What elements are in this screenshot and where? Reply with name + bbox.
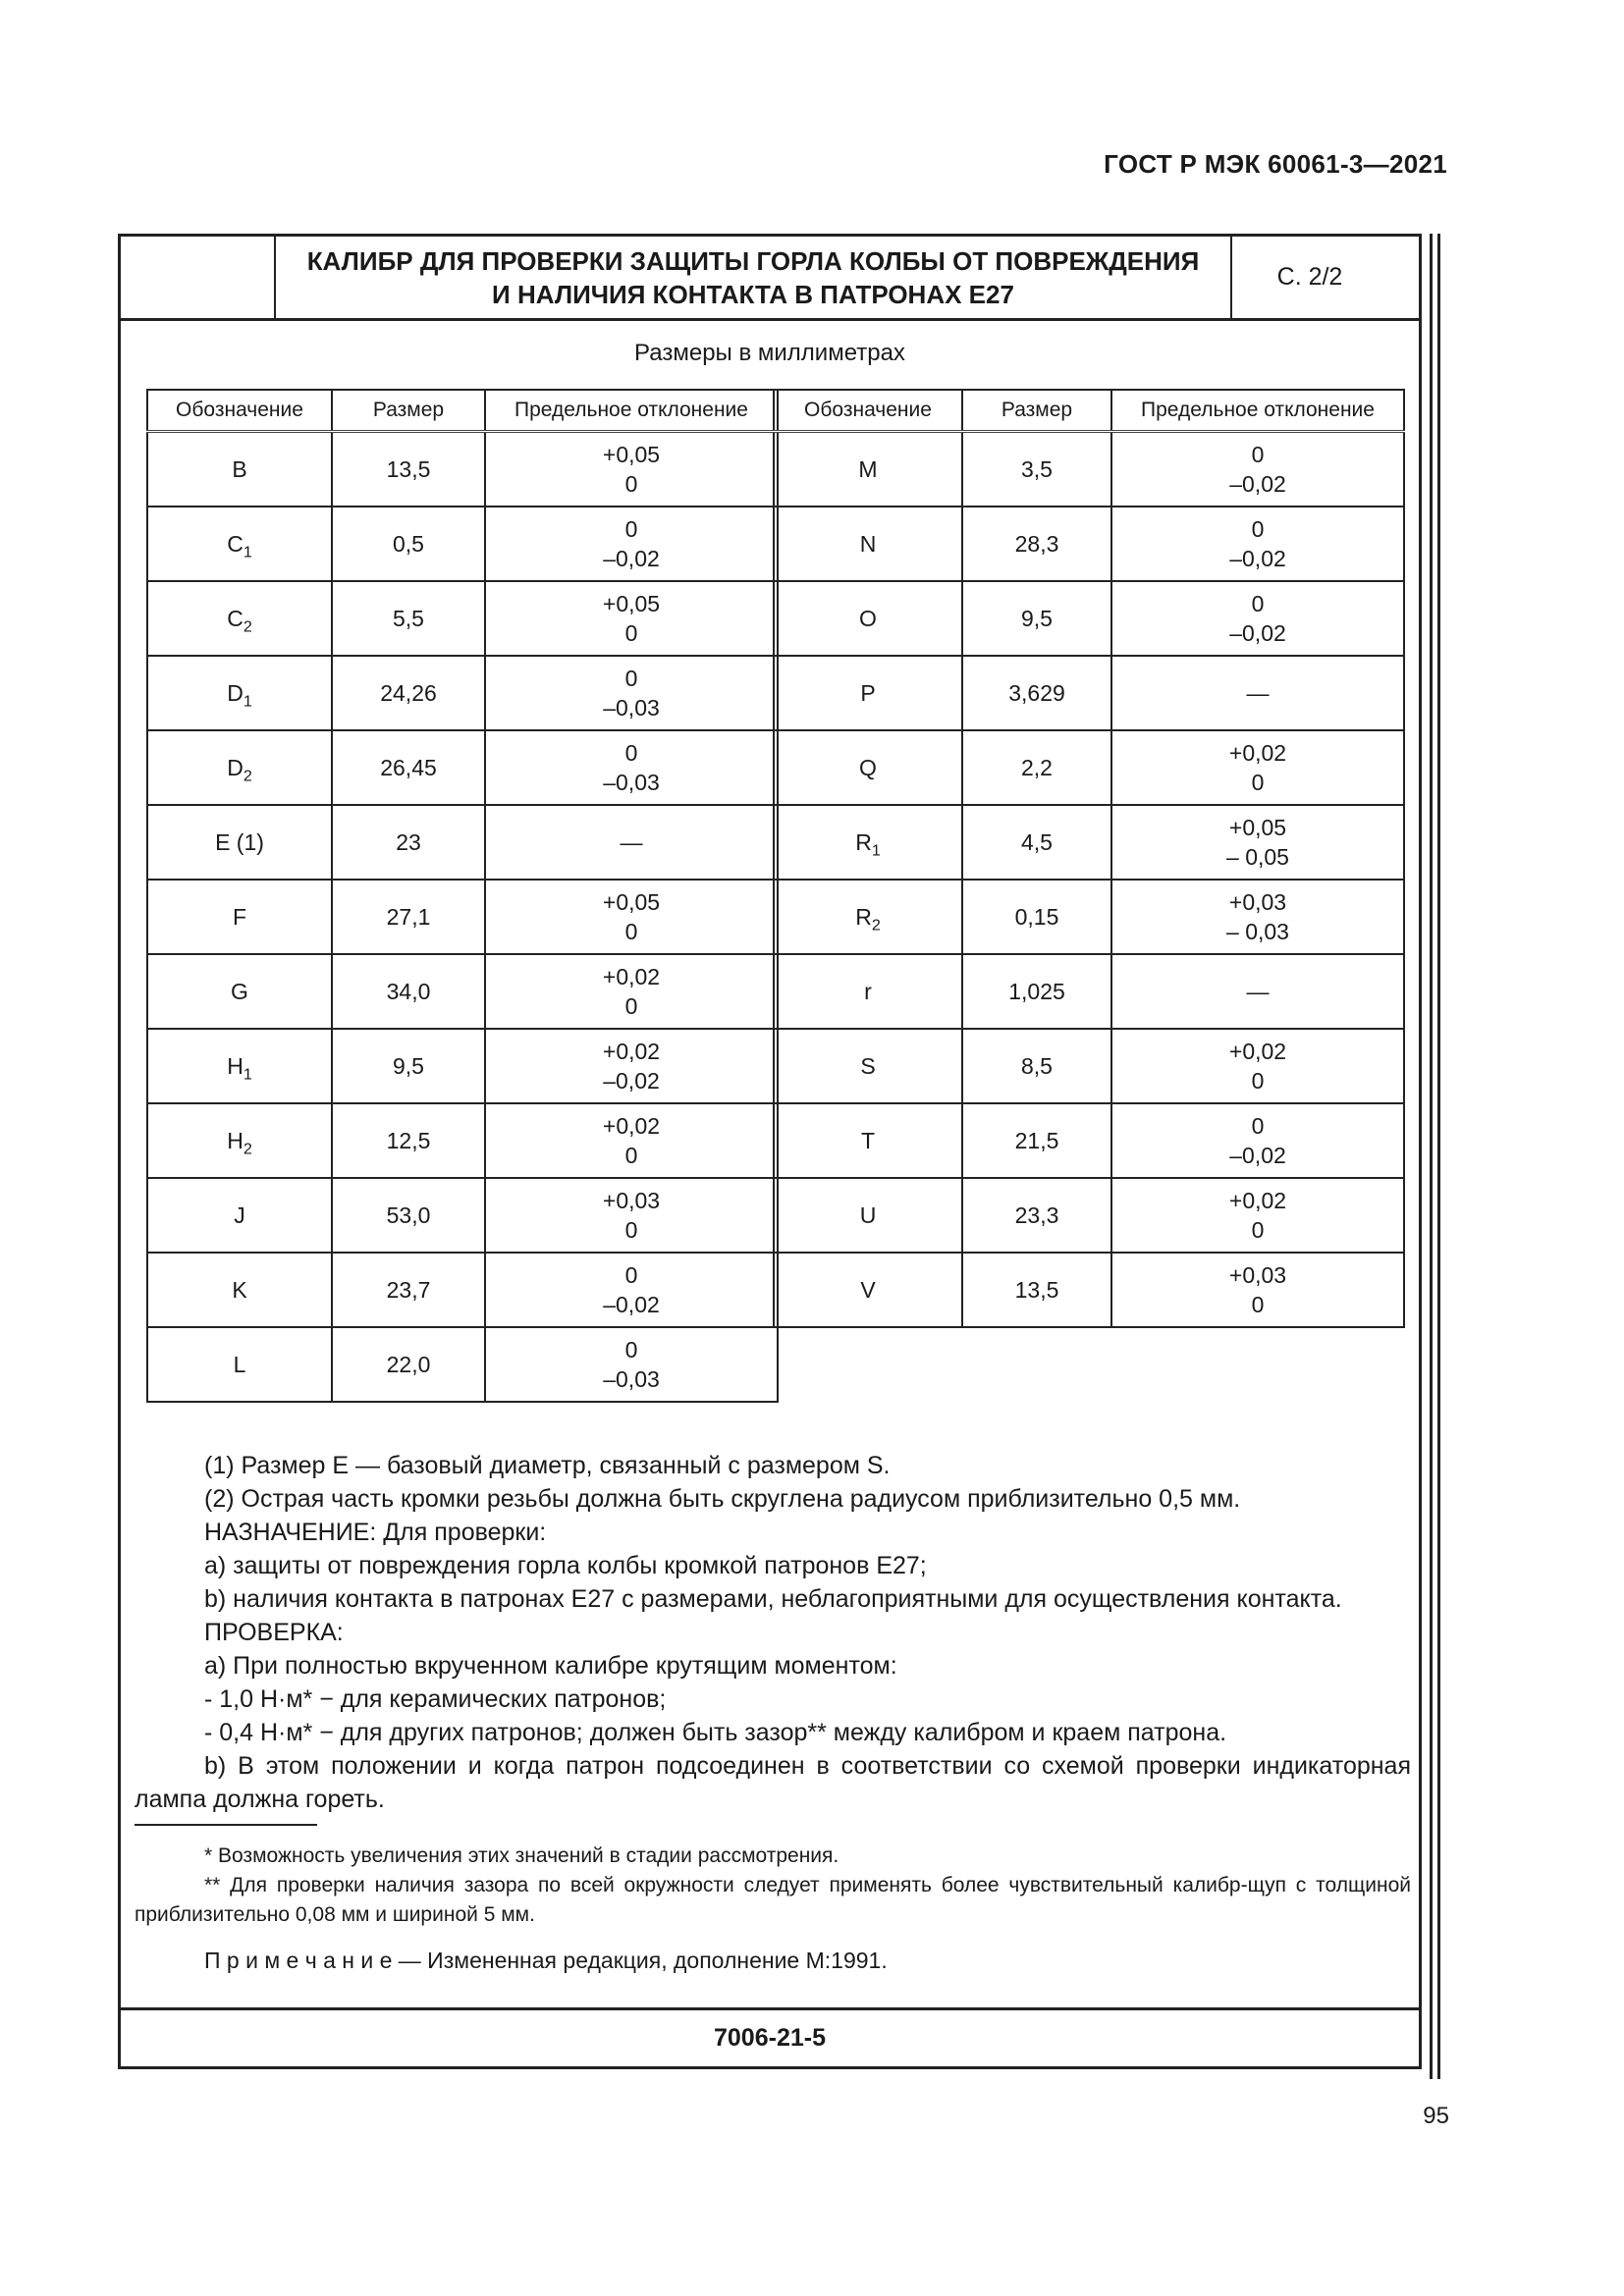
frame-margin-line-2	[1437, 234, 1440, 2079]
designation-base: L	[233, 1352, 246, 1377]
size-cell: 26,45	[332, 730, 485, 805]
title-block	[121, 237, 1419, 321]
tolerance-upper: 0	[1251, 442, 1265, 467]
tolerance-lower: 0	[624, 620, 638, 646]
size-cell: 9,5	[332, 1029, 485, 1103]
purpose-a: a) защиты от повреждения горла колбы кромкой патронов E27;	[204, 1552, 927, 1579]
tolerance-lower: – 0,03	[1226, 919, 1289, 944]
tolerance-lower: – 0,05	[1226, 844, 1289, 870]
size-cell: 2,2	[962, 730, 1111, 805]
tolerance-cell	[1111, 730, 1404, 805]
table-row	[147, 432, 778, 507]
designation-cell	[774, 1103, 962, 1178]
designation-subscript: 1	[871, 841, 881, 860]
designation-subscript: 2	[243, 1140, 252, 1158]
tolerance-cell	[485, 880, 778, 954]
dimensions-table-right	[773, 389, 1405, 1328]
tolerance-upper: +0,02	[1228, 1039, 1287, 1064]
designation-base: H	[227, 1128, 244, 1153]
designation-base: C	[227, 531, 244, 557]
designation-base: O	[859, 606, 877, 631]
size-cell: 1,025	[962, 954, 1111, 1029]
designation-base: P	[860, 680, 876, 706]
designation-base: V	[860, 1277, 876, 1303]
tolerance-lower: –0,03	[603, 695, 660, 721]
frame-margin-line-1	[1430, 234, 1433, 2079]
tolerance-upper: +0,03	[1228, 889, 1287, 915]
designation-cell	[774, 656, 962, 730]
check-b: b) В этом положении и когда патрон подсоединен в соответствии со схемой проверки индикаторная лампа должна гореть.	[135, 1752, 1411, 1813]
designation-cell	[774, 730, 962, 805]
table-row	[774, 1103, 1404, 1178]
size-cell: 23,7	[332, 1253, 485, 1327]
designation-cell	[774, 805, 962, 880]
tolerance-cell	[485, 1029, 778, 1103]
size-cell: 0,5	[332, 507, 485, 581]
tolerance-upper: +0,05	[602, 889, 661, 915]
size-cell: 4,5	[962, 805, 1111, 880]
title-left-cell	[121, 237, 276, 318]
footnote-2: ** Для проверки наличия зазора по всей окружности следует применять более чувствительный калибр-щуп с толщиной приблизительно 0,08 мм и шириной 5 мм.	[135, 1874, 1411, 1926]
tolerance-lower: 0	[624, 1217, 638, 1243]
size-cell: 23	[332, 805, 485, 880]
designation-cell	[774, 581, 962, 656]
tolerance-upper: —	[1246, 979, 1270, 1004]
check-a: a) При полностью вкрученном калибре крутящим моментом:	[204, 1652, 897, 1680]
table-row	[774, 432, 1404, 507]
units-caption: Размеры в миллиметрах	[634, 340, 905, 366]
note-1: (1) Размер E — базовый диаметр, связанный с размером S.	[204, 1452, 891, 1479]
tolerance-cell	[1111, 656, 1404, 730]
designation-cell	[147, 581, 332, 656]
designation-cell	[147, 432, 332, 507]
tolerance-lower: 0	[624, 993, 638, 1019]
table-row	[774, 1178, 1404, 1253]
tolerance-lower: 0	[1251, 1292, 1265, 1317]
table-row	[147, 880, 778, 954]
sheet-title	[276, 237, 1230, 318]
tolerance-upper: 0	[624, 1262, 638, 1288]
designation-base: F	[232, 904, 247, 930]
tolerance-cell	[485, 1327, 778, 1402]
table-row	[147, 1029, 778, 1103]
col-tolerance: Предельное отклонение	[1111, 390, 1404, 432]
tolerance-lower: 0	[1251, 1217, 1265, 1243]
designation-base: r	[864, 979, 872, 1004]
tolerance-cell	[485, 805, 778, 880]
designation-subscript: 2	[243, 767, 252, 785]
sheet-frame	[118, 234, 1422, 2069]
size-cell: 27,1	[332, 880, 485, 954]
designation-cell	[774, 507, 962, 581]
designation-base: T	[860, 1128, 876, 1153]
table-row	[147, 507, 778, 581]
table-row	[774, 730, 1404, 805]
table-row	[774, 581, 1404, 656]
tolerance-upper: +0,02	[602, 964, 661, 989]
size-cell: 3,5	[962, 432, 1111, 507]
tolerance-upper: 0	[1251, 591, 1265, 616]
tolerance-upper: 0	[624, 516, 638, 542]
tolerance-upper: +0,05	[602, 591, 661, 616]
table-row	[147, 656, 778, 730]
sheet-title-line-1: КАЛИБР ДЛЯ ПРОВЕРКИ ЗАЩИТЫ ГОРЛА КОЛБЫ ОТ ПОВРЕЖДЕНИЯ	[306, 245, 1200, 276]
table-row	[774, 954, 1404, 1029]
size-cell: 13,5	[962, 1253, 1111, 1327]
designation-cell	[147, 805, 332, 880]
table-row	[147, 1253, 778, 1327]
size-cell: 53,0	[332, 1178, 485, 1253]
designation-base: D	[227, 680, 244, 706]
footnote-1: * Возможность увеличения этих значений в стадии рассмотрения.	[204, 1844, 839, 1867]
designation-cell	[774, 432, 962, 507]
tolerance-lower: 0	[624, 471, 638, 497]
designation-cell	[147, 880, 332, 954]
table-row	[774, 880, 1404, 954]
tolerance-upper: +0,02	[602, 1113, 661, 1139]
tolerance-upper: +0,05	[602, 442, 661, 467]
sheet-page-indicator: С. 2/2	[1230, 237, 1387, 318]
tolerance-cell	[485, 656, 778, 730]
table-row	[147, 1327, 778, 1402]
size-cell: 22,0	[332, 1327, 485, 1402]
designation-base: D	[227, 755, 244, 780]
tolerance-cell	[1111, 507, 1404, 581]
col-designation: Обозначение	[147, 390, 332, 432]
tolerance-cell	[485, 954, 778, 1029]
designation-base: R	[855, 829, 872, 855]
designation-cell	[774, 1253, 962, 1327]
size-cell: 21,5	[962, 1103, 1111, 1178]
tolerance-cell	[1111, 432, 1404, 507]
designation-base: Q	[859, 755, 877, 780]
designation-subscript: 1	[243, 543, 252, 561]
designation-cell	[147, 1178, 332, 1253]
tolerance-lower: –0,02	[603, 546, 660, 571]
designation-subscript: 2	[243, 617, 252, 636]
note-label: П р и м е ч а н и е	[204, 1948, 393, 1973]
designation-base: H	[227, 1053, 244, 1079]
designation-subscript: 2	[871, 916, 881, 934]
table-row	[147, 805, 778, 880]
purpose-b: b) наличия контакта в патронах E27 с размерами, неблагоприятными для осуществления контакта.	[204, 1585, 1342, 1613]
tolerance-lower: –0,03	[603, 770, 660, 795]
designation-base: N	[859, 531, 877, 557]
size-cell: 5,5	[332, 581, 485, 656]
designation-cell	[147, 1253, 332, 1327]
designation-cell	[147, 1327, 332, 1402]
tolerance-cell	[485, 507, 778, 581]
tolerance-upper: +0,03	[1228, 1262, 1287, 1288]
size-cell: 24,26	[332, 656, 485, 730]
tolerance-upper: 0	[624, 666, 638, 691]
table-row	[774, 1029, 1404, 1103]
tolerance-cell	[1111, 1103, 1404, 1178]
designation-base: K	[232, 1277, 247, 1303]
size-cell: 28,3	[962, 507, 1111, 581]
designation-base: B	[232, 456, 247, 482]
size-cell: 13,5	[332, 432, 485, 507]
tolerance-upper: 0	[1251, 1113, 1265, 1139]
tolerance-lower: 0	[624, 1143, 638, 1168]
notes-block	[135, 1449, 1411, 1977]
table-row	[147, 730, 778, 805]
designation-cell	[147, 730, 332, 805]
tolerance-upper: +0,03	[602, 1188, 661, 1213]
tolerance-lower: –0,03	[603, 1366, 660, 1392]
designation-base: E (1)	[215, 829, 264, 855]
tolerance-lower: –0,02	[603, 1068, 660, 1094]
tolerance-upper: +0,02	[1228, 1188, 1287, 1213]
dimensions-table-left	[146, 389, 779, 1403]
col-size: Размер	[962, 390, 1111, 432]
tolerance-cell	[1111, 880, 1404, 954]
designation-cell	[774, 880, 962, 954]
tolerance-cell	[1111, 581, 1404, 656]
page-number: 95	[1423, 2103, 1449, 2129]
designation-base: R	[855, 904, 872, 930]
tolerance-cell	[485, 581, 778, 656]
designation-cell	[147, 507, 332, 581]
tolerance-cell	[1111, 805, 1404, 880]
tolerance-cell	[485, 730, 778, 805]
col-tolerance: Предельное отклонение	[485, 390, 778, 432]
size-cell: 34,0	[332, 954, 485, 1029]
tolerance-upper: +0,05	[1228, 815, 1287, 840]
tolerance-upper: —	[1246, 680, 1270, 706]
tolerance-cell	[1111, 1253, 1404, 1327]
designation-cell	[774, 1178, 962, 1253]
table-row	[774, 656, 1404, 730]
tolerance-upper: —	[620, 829, 643, 855]
designation-cell	[774, 1029, 962, 1103]
tolerance-lower: –0,02	[1229, 1143, 1286, 1168]
tolerance-upper: 0	[1251, 516, 1265, 542]
table-header-row	[774, 390, 1404, 432]
tolerance-cell	[485, 1103, 778, 1178]
designation-cell	[147, 656, 332, 730]
table-row	[147, 954, 778, 1029]
tolerance-upper: 0	[624, 740, 638, 766]
table-row	[147, 1178, 778, 1253]
tolerance-cell	[1111, 954, 1404, 1029]
tolerance-lower: –0,02	[603, 1292, 660, 1317]
size-cell: 8,5	[962, 1029, 1111, 1103]
tolerance-lower: 0	[624, 919, 638, 944]
tolerance-upper: +0,02	[1228, 740, 1287, 766]
note-2: (2) Острая часть кромки резьбы должна быть скруглена радиусом приблизительно 0,5 мм.	[204, 1485, 1241, 1513]
purpose-heading: НАЗНАЧЕНИЕ: Для проверки:	[204, 1519, 547, 1546]
check-a-2: - 0,4 Н·м* − для других патронов; должен быть зазор** между калибром и краем патрона.	[204, 1719, 1227, 1746]
footnote-rule	[135, 1824, 317, 1826]
designation-cell	[147, 954, 332, 1029]
tolerance-lower: 0	[1251, 770, 1265, 795]
designation-base: C	[227, 606, 244, 631]
size-cell: 12,5	[332, 1103, 485, 1178]
tolerance-cell	[1111, 1178, 1404, 1253]
designation-subscript: 1	[243, 692, 252, 711]
table-row	[774, 1253, 1404, 1327]
designation-cell	[147, 1103, 332, 1178]
tolerance-cell	[485, 1253, 778, 1327]
designation-cell	[147, 1029, 332, 1103]
standard-header: ГОСТ Р МЭК 60061-3—2021	[1104, 149, 1447, 179]
table-row	[774, 507, 1404, 581]
tolerance-upper: +0,02	[602, 1039, 661, 1064]
size-cell: 9,5	[962, 581, 1111, 656]
check-a-1: - 1,0 Н·м* − для керамических патронов;	[204, 1685, 667, 1713]
tolerance-upper: 0	[624, 1337, 638, 1362]
note-text: — Измененная редакция, дополнение М:1991.	[392, 1948, 888, 1973]
sheet-code: 7006-21-5	[121, 2007, 1419, 2066]
tolerance-lower: 0	[1251, 1068, 1265, 1094]
tolerance-lower: –0,02	[1229, 620, 1286, 646]
table-row	[147, 1103, 778, 1178]
col-designation: Обозначение	[774, 390, 962, 432]
tolerance-cell	[1111, 1029, 1404, 1103]
col-size: Размер	[332, 390, 485, 432]
size-cell: 23,3	[962, 1178, 1111, 1253]
designation-cell	[774, 954, 962, 1029]
table-row	[774, 805, 1404, 880]
size-cell: 3,629	[962, 656, 1111, 730]
sheet-title-line-2: И НАЛИЧИЯ КОНТАКТА В ПАТРОНАХ E27	[492, 279, 1014, 309]
designation-base: J	[234, 1202, 245, 1228]
table-header-row	[147, 390, 778, 432]
designation-base: G	[231, 979, 248, 1004]
table-row	[147, 581, 778, 656]
tolerance-cell	[485, 1178, 778, 1253]
designation-base: S	[860, 1053, 876, 1079]
designation-base: U	[859, 1202, 877, 1228]
check-heading: ПРОВЕРКА:	[204, 1619, 344, 1646]
tolerance-lower: –0,02	[1229, 471, 1286, 497]
designation-base: M	[858, 456, 878, 482]
designation-subscript: 1	[243, 1065, 252, 1084]
tolerance-lower: –0,02	[1229, 546, 1286, 571]
tolerance-cell	[485, 432, 778, 507]
size-cell: 0,15	[962, 880, 1111, 954]
note-line	[135, 1944, 1411, 1977]
